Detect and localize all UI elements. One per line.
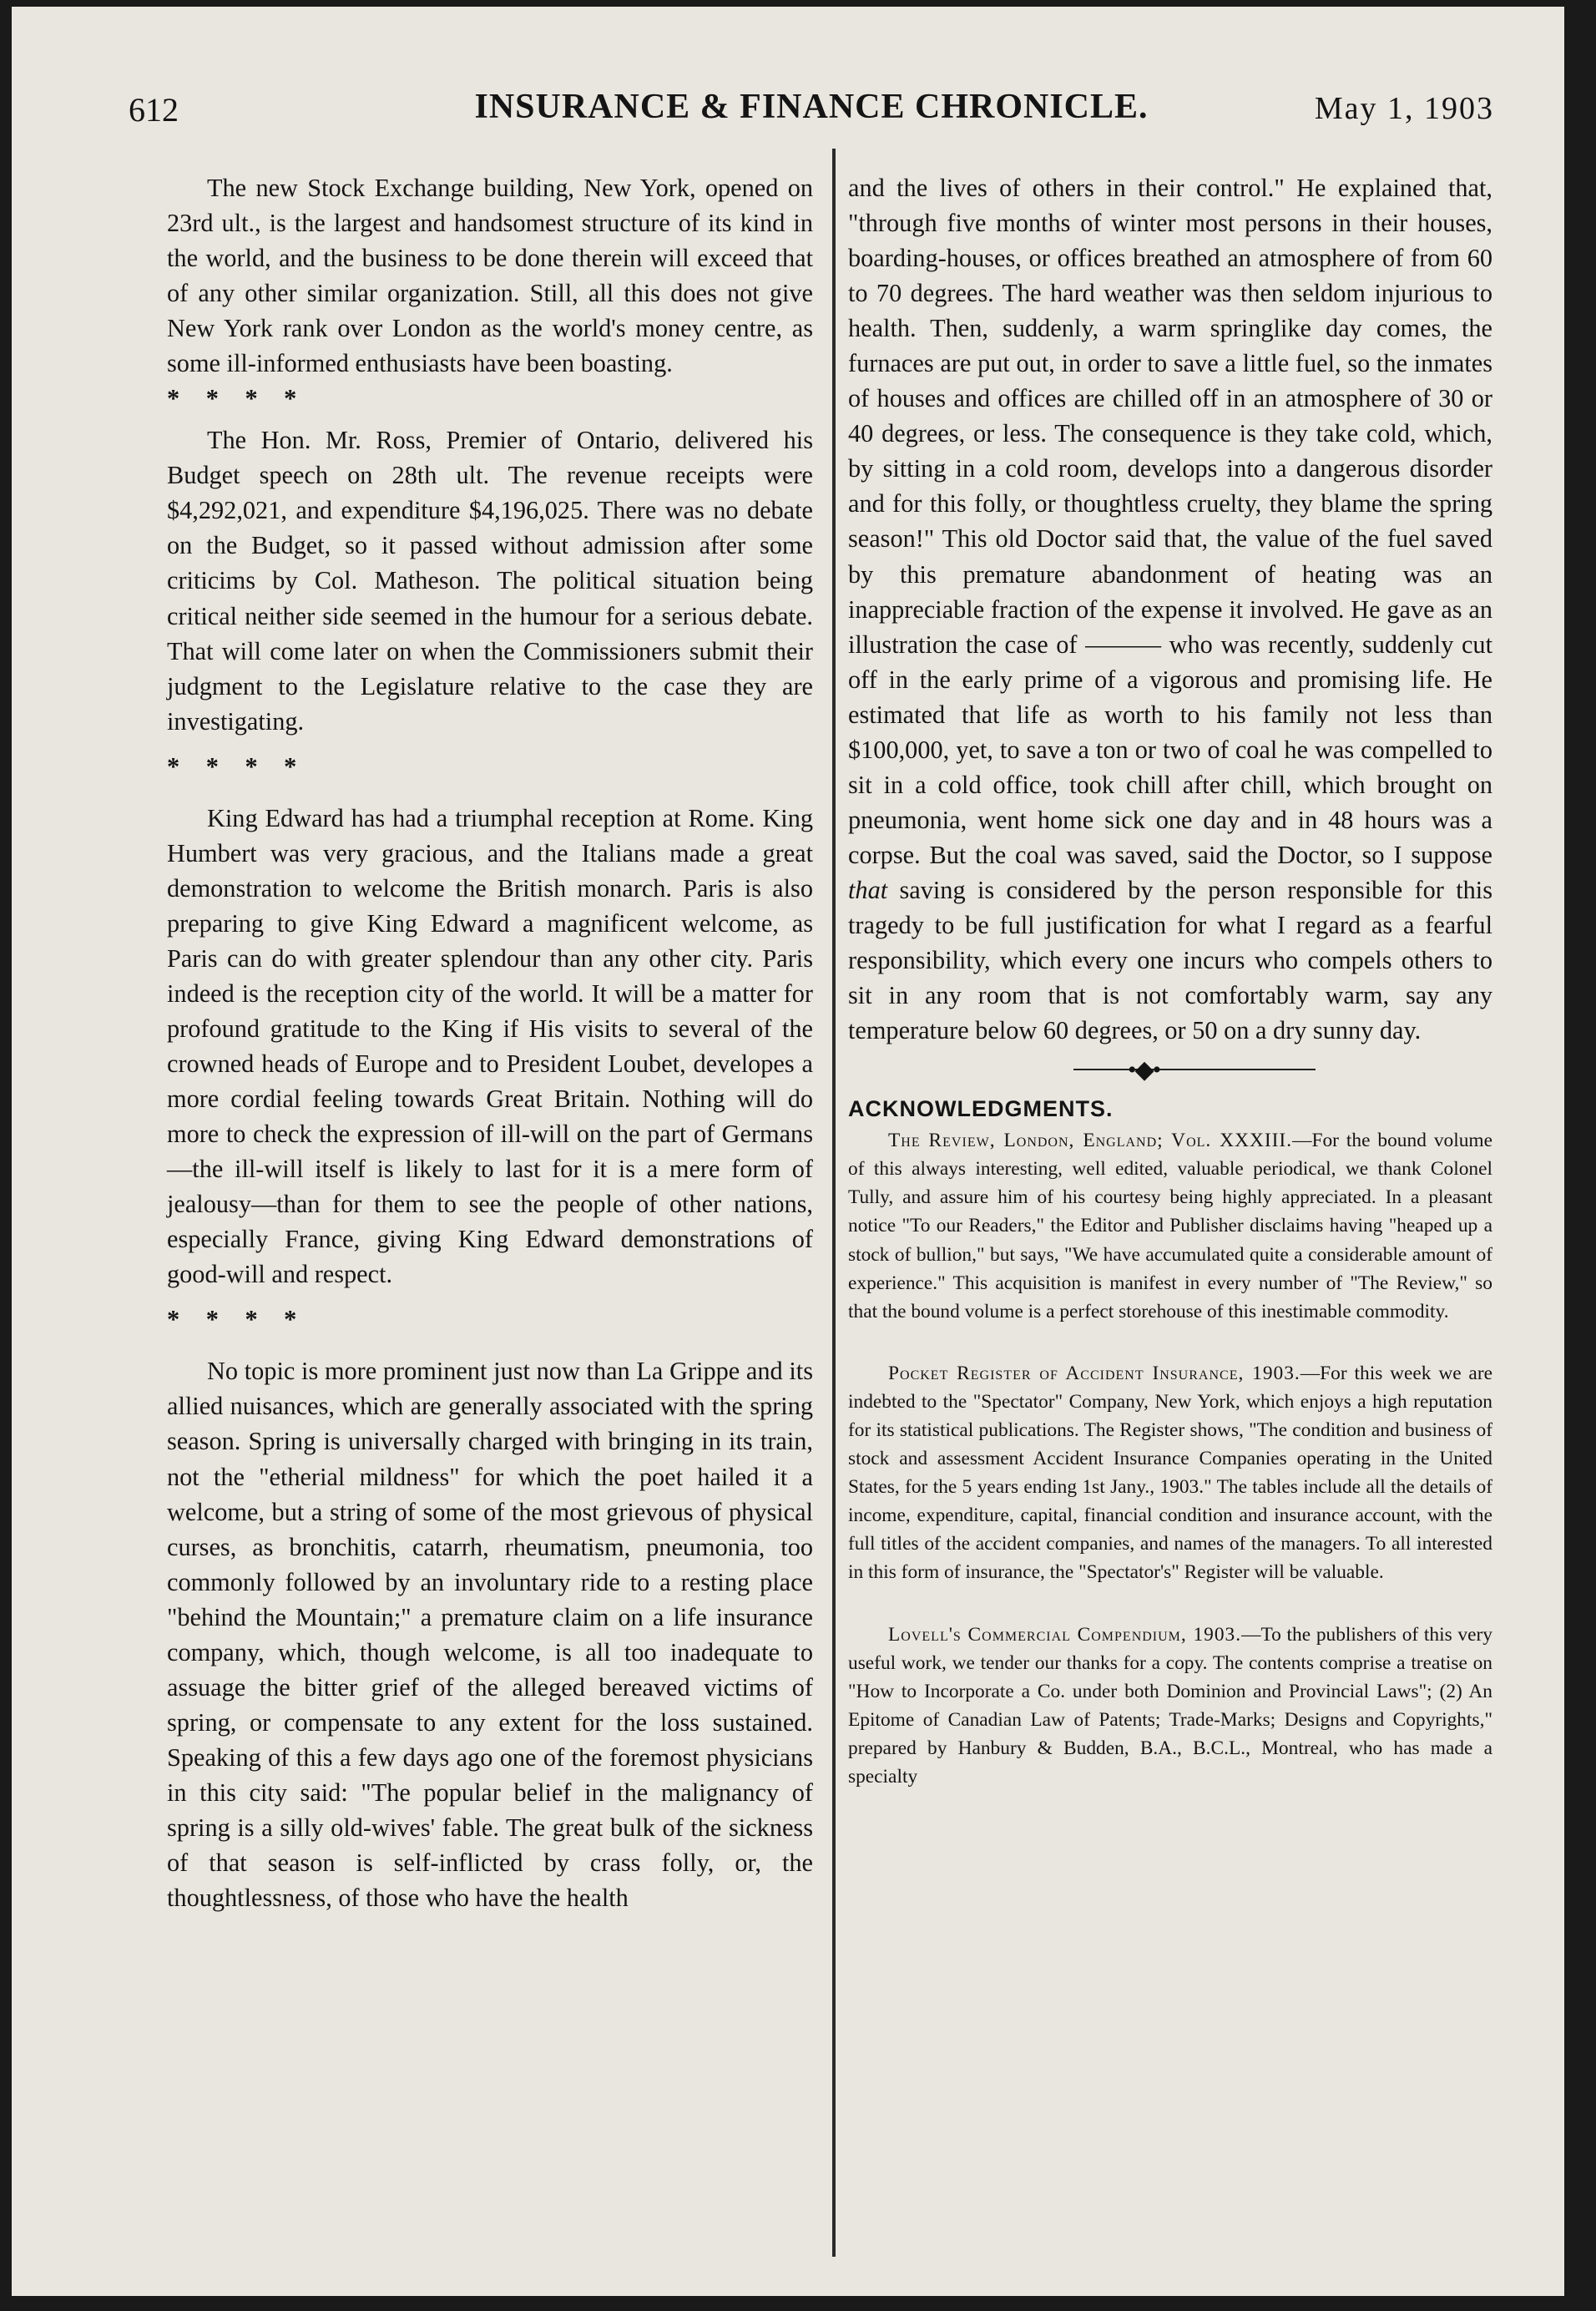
acknowledgment-text: —For the bound volume of this always interesting, well edited, valuable periodical, we thank Colonel Tully, and assure him of his courtesy being highly appreciated. In a pleasant notice "To our Readers," the Editor and Publisher disclaims having "heaped up a stock of bullion," but says, "We have accumulated quite a considerable amount of experience." This acquisition is manifest in every number of "The Review," so that the bound volume is a perfect storehouse of this inestimable commodity. <box>848 1130 1492 1322</box>
acknowledgment-pocket-register <box>848 1359 1492 1587</box>
acknowledgment-title: The Review, London, England; Vol. XXXIII. <box>888 1130 1293 1152</box>
acknowledgment-review <box>848 1126 1492 1326</box>
rule-line <box>1073 1069 1316 1070</box>
article-text-emphasis: that <box>848 875 888 904</box>
article-text-part: and the lives of others in their control." He explained that, "through five months of winter most persons in their houses, boarding-houses, or offices breathed an atmosphere of from 60 to 70 degrees. The hard weather was then seldom injurious to health. Then, suddenly, a warm springlike day comes, the furnaces are put out, in order to save a little fuel, so the inmates of houses and offices are chilled off in an atmosphere of 30 or 40 degrees, or less. The consequence is they take cold, which, by sitting in a cold room, develops into a dangerous disorder and for this folly, or thoughtless cruelty, they blame the spring season!" This old Doctor said that, the value of the fuel saved by this premature abandonment of heating was an inappreciable fraction of the expense it involved. He gave as an illustration the case of ——— who was recently, suddenly cut off in the early prime of a vigorous and promising life. He estimated that life as worth to his family not less than $100,000, yet, to save a ton or two of coal he was compelled to sit in a cold office, took chill after chill, which brought on pneumonia, went home sick one day and in 48 hours was a corpse. But the coal was saved, said the Doctor, so I suppose <box>848 174 1492 869</box>
ornament-icon: •◆• <box>1128 1056 1160 1085</box>
section-separator: * * * * <box>167 384 307 413</box>
article-la-grippe: No topic is more prominent just now than La Grippe and its allied nuisances, which are generally associated with the spring season. Spring is universally charged with bringing in its train, not the "etherial mildness" for which the poet hailed it a welcome, but a string of some of the most grievous of physical curses, as bronchitis, catarrh, rheumatism, pneumonia, too commonly followed by an involuntary ride to a resting place "behind the Mountain;" a premature claim on a life insurance company, which, though welcome, is all too inadequate to assuage the bitter grief of the alleged bereaved victims of spring, or compensate to any extent for the loss sustained. Speaking of this a few days ago one of the foremost physicians in this city said: "The popular belief in the malignancy of spring is a silly old-wives' fable. The great bulk of the sickness of that season is self-inflicted by crass folly, or, the thoughtlessness, of those who have the health <box>167 1357 813 1913</box>
article-la-grippe-continued <box>848 170 1492 1048</box>
scan-edge <box>1564 0 1596 2311</box>
acknowledgment-text: —For this week we are indebted to the "Spectator" Company, New York, which enjoys a high reputation for its statistical publications. The Register shows, "The condition and business of stock and assessment Accident Insurance Companies operating in the United States, for the 5 years ending 1st Jany., 1903." The tables include all the details of income, expenditure, capital, financial condition and insurance account, with the full titles of the accident companies, and names of the managers. To all interested in this form of insurance, the "Spectator's" Register will be valuable. <box>848 1362 1492 1584</box>
acknowledgment-title: Lovell's Commercial Compendium, 1903. <box>888 1623 1242 1646</box>
article-ontario-budget: The Hon. Mr. Ross, Premier of Ontario, delivered his Budget speech on 28th ult. The revenue receipts were $4,292,021, and expenditure $4,196,025. There was no debate on the Budget, so it passed without admission after some criticims by Col. Matheson. The political situation being critical neither side seemed in the humour for a serious debate. That will come later on when the Commissioners submit their judgment to the Legislature relative to the case they are investigating. <box>167 426 813 736</box>
acknowledgment-title: Pocket Register of Accident Insurance, 1903. <box>888 1362 1301 1384</box>
newspaper-page <box>12 7 1564 2296</box>
section-separator: * * * * <box>167 751 307 781</box>
acknowledgments-heading: ACKNOWLEDGMENTS. <box>848 1096 1114 1122</box>
article-king-edward: King Edward has had a triumphal reception at Rome. King Humbert was very gracious, and the Italians made a great demonstration to welcome the British monarch. Paris is also preparing to give King Edward a magnificent welcome, as Paris can do with greater splendour than any other city. Paris indeed is the reception city of the world. It will be a matter for profound gratitude to the King if His visits to several of the crowned heads of Europe and to President Loubet, developes a more cordial feeling towards Great Britain. Nothing will do more to check the expression of ill-will on the part of Germans—the ill-will itself is likely to last for it is a mere form of jealousy—than for them to see the people of other nations, especially France, giving King Edward demonstrations of good-will and respect. <box>167 803 813 1289</box>
article-text-part: saving is considered by the person responsible for this tragedy to be full justification for what I regard as a fearful responsibility, which every one incurs who compels others to sit in any room that is not comfortably warm, say any temperature below 60 degrees, or 50 on a dry sunny day. <box>848 875 1492 1045</box>
section-separator: * * * * <box>167 1305 307 1334</box>
column-divider <box>832 149 836 2257</box>
left-column <box>167 170 813 1915</box>
page-number: 612 <box>129 91 179 129</box>
right-column <box>848 170 1492 1791</box>
article-stock-exchange: The new Stock Exchange building, New York, opened on 23rd ult., is the largest and handsomest structure of its kind in the world, and the business to be done therein will exceed that of any other similar organization. Still, all this does not give New York rank over London as the world's money centre, as some ill-informed enthusiasts have been boasting. <box>167 174 813 378</box>
acknowledgment-lovells <box>848 1621 1492 1792</box>
acknowledgment-text: —To the publishers of this very useful work, we tender our thanks for a copy. The contents comprise a treatise on "How to Incorporate a Co. under both Dominion and Provincial Laws"; (2) An Epitome of Canadian Law of Patents; Trade-Marks; Designs and Copyrights," prepared by Hanbury & Budden, B.A., B.C.L., Montreal, who has made a specialty <box>848 1623 1492 1788</box>
page-header <box>129 80 1494 139</box>
issue-date: May 1, 1903 <box>1314 91 1494 126</box>
publication-title: INSURANCE & FINANCE CHRONICLE. <box>474 88 1149 126</box>
ornamental-rule <box>848 1056 1492 1085</box>
